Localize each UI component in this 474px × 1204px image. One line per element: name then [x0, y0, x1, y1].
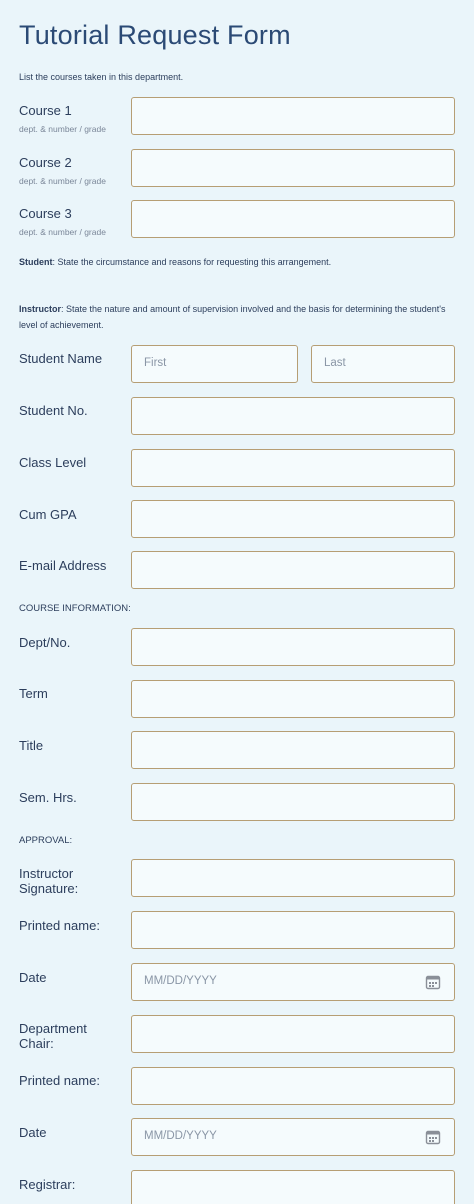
first-name-input[interactable]	[131, 345, 298, 383]
term-label: Term	[19, 686, 48, 701]
email-input[interactable]	[131, 551, 455, 589]
last-name-placeholder: Last	[324, 357, 346, 369]
student-note	[19, 254, 331, 270]
cum-gpa-label: Cum GPA	[19, 507, 77, 522]
instructor-note-text: : State the nature and amount of supervision involved and the basis for determining the student's level of achievement.	[19, 304, 446, 330]
class-level-label: Class Level	[19, 455, 87, 470]
course-1-input[interactable]	[131, 97, 455, 135]
date-2-input[interactable]	[131, 1118, 455, 1156]
title-label: Title	[19, 738, 44, 753]
registrar-label: Registrar:	[19, 1177, 76, 1192]
student-name-label: Student Name	[19, 351, 103, 366]
dept-no-label: Dept/No.	[19, 635, 71, 650]
instructor-note-bold: Instructor	[19, 304, 62, 314]
instructor-signature-input[interactable]	[131, 859, 455, 897]
instructor-note	[19, 301, 455, 333]
student-no-label: Student No.	[19, 403, 88, 418]
printed-name-1-label: Printed name:	[19, 918, 100, 933]
title-input[interactable]	[131, 731, 455, 769]
course-2-sublabel: dept. & number / grade	[19, 176, 106, 186]
department-chair-label-line2: Chair:	[19, 1036, 54, 1051]
date-1-placeholder: MM/DD/YYYY	[144, 975, 217, 987]
department-chair-label	[19, 1021, 87, 1051]
printed-name-2-input[interactable]	[131, 1067, 455, 1105]
date-1-label: Date	[19, 970, 47, 985]
form-title: Tutorial Request Form	[19, 20, 291, 50]
course-3-input[interactable]	[131, 200, 455, 238]
sem-hrs-input[interactable]	[131, 783, 455, 821]
printed-name-1-input[interactable]	[131, 911, 455, 949]
calendar-icon[interactable]	[425, 1129, 441, 1145]
instructor-signature-label-line1: Instructor	[19, 866, 74, 881]
student-note-text: : State the circumstance and reasons for requesting this arrangement.	[52, 257, 332, 267]
approval-heading: APPROVAL:	[19, 835, 73, 846]
student-no-input[interactable]	[131, 397, 455, 435]
date-2-placeholder: MM/DD/YYYY	[144, 1130, 217, 1142]
course-information-heading: COURSE INFORMATION:	[19, 603, 131, 614]
instructor-signature-label	[19, 866, 78, 896]
date-1-input[interactable]	[131, 963, 455, 1001]
email-label: E-mail Address	[19, 558, 107, 573]
instructor-signature-label-line2: Signature:	[19, 881, 79, 896]
course-1-label: Course 1	[19, 103, 72, 118]
registrar-input[interactable]	[131, 1170, 455, 1204]
course-3-label: Course 3	[19, 206, 72, 221]
class-level-input[interactable]	[131, 449, 455, 487]
date-2-label: Date	[19, 1125, 47, 1140]
calendar-icon[interactable]	[425, 974, 441, 990]
department-chair-input[interactable]	[131, 1015, 455, 1053]
course-1-sublabel: dept. & number / grade	[19, 124, 106, 134]
cum-gpa-input[interactable]	[131, 500, 455, 538]
department-chair-label-line1: Department	[19, 1021, 87, 1036]
term-input[interactable]	[131, 680, 455, 718]
printed-name-2-label: Printed name:	[19, 1073, 100, 1088]
first-name-placeholder: First	[144, 357, 167, 369]
last-name-input[interactable]	[311, 345, 455, 383]
sem-hrs-label: Sem. Hrs.	[19, 790, 77, 805]
course-2-input[interactable]	[131, 149, 455, 187]
course-3-sublabel: dept. & number / grade	[19, 227, 106, 237]
dept-no-input[interactable]	[131, 628, 455, 666]
course-2-label: Course 2	[19, 155, 72, 170]
intro-text: List the courses taken in this department.	[19, 72, 184, 82]
student-note-bold: Student	[19, 257, 53, 267]
